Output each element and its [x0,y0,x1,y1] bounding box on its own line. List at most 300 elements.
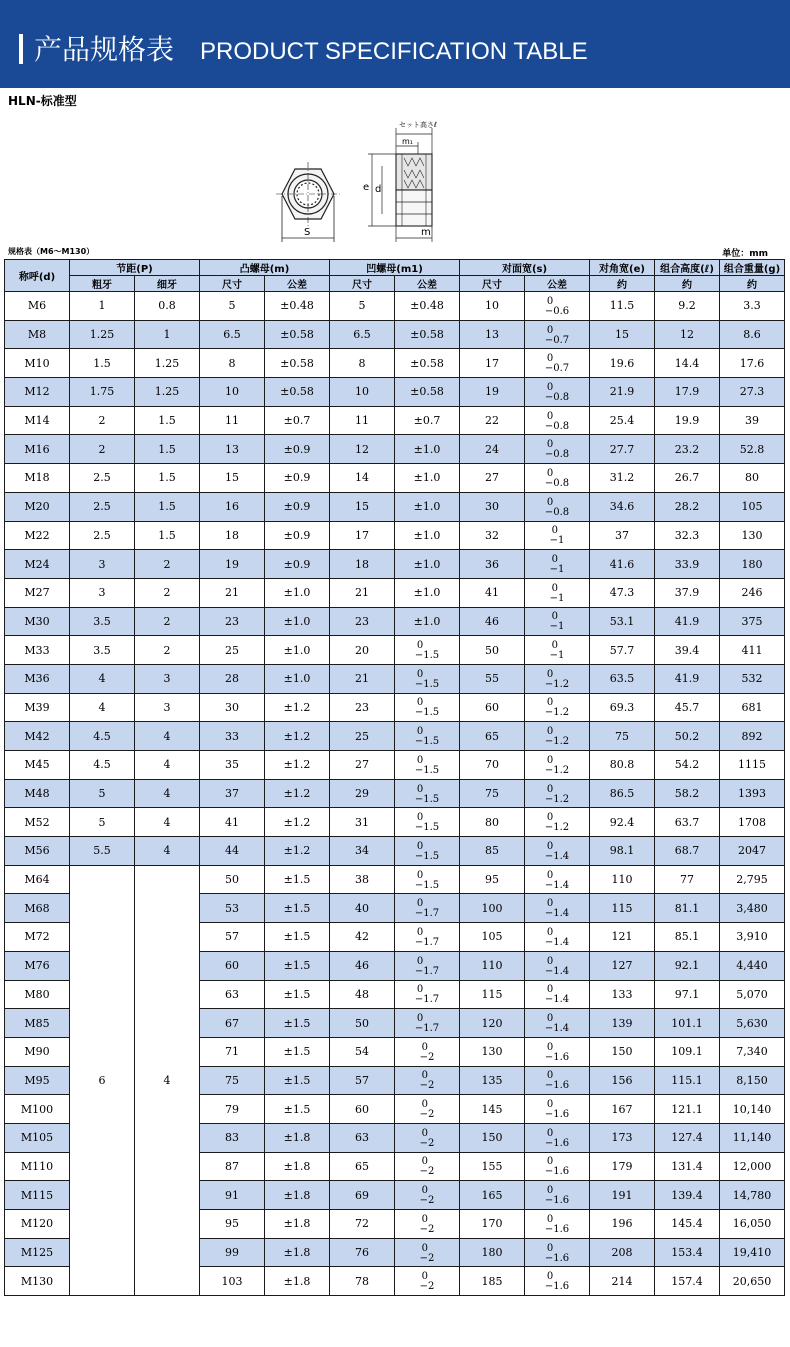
cell-fine-pitch: 1.25 [135,378,200,407]
cell-diag: 115 [590,894,655,923]
cell-female-tol: 0 −1.5 [395,837,460,866]
cell-male-tol: ±1.0 [265,607,330,636]
cell-coarse-pitch: 1 [70,292,135,321]
cell-male-size: 25 [200,636,265,665]
cell-weight: 11,140 [720,1123,785,1152]
cell-name: M76 [5,951,70,980]
cell-weight: 8,150 [720,1066,785,1095]
cell-female-tol: 0 −2 [395,1210,460,1239]
cell-width-tol: 0 −1 [525,607,590,636]
cell-width-size: 27 [460,464,525,493]
table-row [5,693,785,722]
cell-height: 131.4 [655,1152,720,1181]
cell-female-size: 25 [330,722,395,751]
cell-width-tol: 0 −1.2 [525,664,590,693]
cell-weight: 246 [720,578,785,607]
cell-weight: 10,140 [720,1095,785,1124]
cell-name: M85 [5,1009,70,1038]
cell-weight: 3,910 [720,923,785,952]
cell-width-size: 95 [460,865,525,894]
col-coarse: 粗牙 [70,276,135,292]
cell-name: M95 [5,1066,70,1095]
cell-height: 26.7 [655,464,720,493]
cell-female-size: 21 [330,664,395,693]
cell-width-tol: 0 −0.8 [525,435,590,464]
cell-female-size: 17 [330,521,395,550]
cell-width-size: 65 [460,722,525,751]
cell-male-tol: ±0.9 [265,435,330,464]
cell-female-tol: 0 −1.5 [395,636,460,665]
cell-height: 37.9 [655,578,720,607]
col-width-tol: 公差 [525,276,590,292]
cell-female-size: 5 [330,292,395,321]
cell-width-size: 10 [460,292,525,321]
cell-name: M115 [5,1181,70,1210]
cell-height: 157.4 [655,1267,720,1296]
cell-width-tol: 0 −1.6 [525,1181,590,1210]
cell-male-tol: ±1.0 [265,636,330,665]
cell-diag: 80.8 [590,751,655,780]
cell-male-tol: ±0.9 [265,464,330,493]
cell-width-size: 105 [460,923,525,952]
cell-height: 28.2 [655,492,720,521]
cell-width-size: 170 [460,1210,525,1239]
cell-coarse-pitch: 3.5 [70,607,135,636]
cell-height: 63.7 [655,808,720,837]
cell-coarse-pitch: 3 [70,578,135,607]
cell-width-size: 130 [460,1037,525,1066]
cell-male-tol: ±1.0 [265,578,330,607]
cell-coarse-pitch: 1.25 [70,320,135,349]
cell-width-size: 75 [460,779,525,808]
cell-female-tol: ±0.58 [395,378,460,407]
cell-name: M52 [5,808,70,837]
cell-male-tol: ±0.9 [265,550,330,579]
cell-fine-pitch: 4 [135,779,200,808]
cell-weight: 16,050 [720,1210,785,1239]
cell-female-tol: ±1.0 [395,435,460,464]
cell-female-tol: ±0.58 [395,349,460,378]
cell-coarse-pitch: 2.5 [70,521,135,550]
cell-male-size: 41 [200,808,265,837]
cell-width-size: 155 [460,1152,525,1181]
table-row [5,349,785,378]
cell-width-size: 60 [460,693,525,722]
cell-width-tol: 0 −1.6 [525,1037,590,1066]
cell-name: M36 [5,664,70,693]
cell-width-tol: 0 −1.4 [525,865,590,894]
cell-female-size: 63 [330,1123,395,1152]
cell-female-size: 10 [330,378,395,407]
cell-female-tol: 0 −1.7 [395,951,460,980]
cell-height: 32.3 [655,521,720,550]
cell-female-size: 72 [330,1210,395,1239]
cell-height: 58.2 [655,779,720,808]
col-weight-approx: 约 [720,276,785,292]
cell-height: 50.2 [655,722,720,751]
cell-name: M68 [5,894,70,923]
cell-male-size: 5 [200,292,265,321]
cell-diag: 41.6 [590,550,655,579]
cell-width-size: 30 [460,492,525,521]
cell-male-size: 15 [200,464,265,493]
cell-diag: 53.1 [590,607,655,636]
cell-width-tol: 0 −1.4 [525,980,590,1009]
cell-female-tol: 0 −1.7 [395,980,460,1009]
cell-height: 39.4 [655,636,720,665]
cell-female-size: 54 [330,1037,395,1066]
cell-male-size: 44 [200,837,265,866]
cell-male-tol: ±1.8 [265,1152,330,1181]
cell-male-size: 50 [200,865,265,894]
table-row [5,837,785,866]
cell-name: M105 [5,1123,70,1152]
page-title-en: PRODUCT SPECIFICATION TABLE [200,38,588,65]
cell-female-tol: ±0.7 [395,406,460,435]
cell-female-size: 46 [330,951,395,980]
cell-height: 115.1 [655,1066,720,1095]
e-label: e [363,182,370,193]
cell-name: M6 [5,292,70,321]
cell-name: M110 [5,1152,70,1181]
header-row-2 [5,276,785,292]
table-row [5,578,785,607]
cell-coarse-pitch: 2 [70,406,135,435]
nut-technical-drawing [272,114,492,246]
col-fine: 细牙 [135,276,200,292]
cell-diag: 173 [590,1123,655,1152]
cell-male-size: 16 [200,492,265,521]
col-female-tol: 公差 [395,276,460,292]
cell-male-size: 83 [200,1123,265,1152]
cell-male-tol: ±0.58 [265,378,330,407]
cell-width-tol: 0 −1.6 [525,1095,590,1124]
table-row [5,751,785,780]
cell-width-tol: 0 −1.6 [525,1238,590,1267]
cell-weight: 892 [720,722,785,751]
cell-male-size: 35 [200,751,265,780]
cell-male-tol: ±1.2 [265,779,330,808]
cell-male-tol: ±1.5 [265,865,330,894]
cell-female-tol: 0 −2 [395,1152,460,1181]
col-width-size: 尺寸 [460,276,525,292]
cell-female-size: 6.5 [330,320,395,349]
cell-diag: 150 [590,1037,655,1066]
cell-male-size: 67 [200,1009,265,1038]
cell-width-tol: 0 −1 [525,521,590,550]
cell-diag: 214 [590,1267,655,1296]
cell-name: M48 [5,779,70,808]
cell-coarse-pitch: 2.5 [70,464,135,493]
col-male-size: 尺寸 [200,276,265,292]
cell-male-size: 99 [200,1238,265,1267]
cell-weight: 14,780 [720,1181,785,1210]
cell-male-size: 28 [200,664,265,693]
cell-name: M24 [5,550,70,579]
cell-height: 9.2 [655,292,720,321]
cell-weight: 411 [720,636,785,665]
cell-female-tol: ±1.0 [395,607,460,636]
cell-name: M90 [5,1037,70,1066]
cell-male-size: 75 [200,1066,265,1095]
cell-fine-pitch: 3 [135,664,200,693]
cell-male-size: 23 [200,607,265,636]
cell-diag: 121 [590,923,655,952]
col-assembly-height: 组合高度(ℓ) [655,260,720,276]
cell-name: M42 [5,722,70,751]
cell-female-size: 50 [330,1009,395,1038]
cell-male-size: 91 [200,1181,265,1210]
cell-width-tol: 0 −0.7 [525,349,590,378]
cell-male-size: 87 [200,1152,265,1181]
cell-weight: 39 [720,406,785,435]
cell-female-size: 11 [330,406,395,435]
cell-coarse-pitch: 4.5 [70,751,135,780]
cell-name: M10 [5,349,70,378]
cell-fine-pitch: 2 [135,636,200,665]
table-row [5,722,785,751]
cell-weight: 105 [720,492,785,521]
cell-height: 12 [655,320,720,349]
cell-weight: 17.6 [720,349,785,378]
cell-coarse-pitch: 2 [70,435,135,464]
cell-fine-pitch: 1.25 [135,349,200,378]
cell-width-tol: 0 −0.8 [525,406,590,435]
cell-female-tol: 0 −2 [395,1037,460,1066]
cell-male-size: 13 [200,435,265,464]
cell-diag: 15 [590,320,655,349]
cell-diag: 98.1 [590,837,655,866]
cell-coarse-pitch: 4 [70,664,135,693]
cell-width-tol: 0 −1.4 [525,1009,590,1038]
cell-fine-pitch: 4 [135,751,200,780]
cell-female-tol: ±0.58 [395,320,460,349]
set-height-label: セット高さℓ [399,121,437,129]
cell-diag: 167 [590,1095,655,1124]
cell-width-size: 120 [460,1009,525,1038]
cell-weight: 7,340 [720,1037,785,1066]
cell-width-size: 185 [460,1267,525,1296]
cell-male-size: 60 [200,951,265,980]
cell-diag: 110 [590,865,655,894]
cell-diag: 139 [590,1009,655,1038]
cell-male-size: 21 [200,578,265,607]
cell-name: M12 [5,378,70,407]
cell-width-tol: 0 −1.4 [525,894,590,923]
cell-height: 23.2 [655,435,720,464]
cell-female-tol: 0 −2 [395,1238,460,1267]
cell-width-tol: 0 −0.8 [525,378,590,407]
cell-diag: 92.4 [590,808,655,837]
table-row [5,521,785,550]
table-row [5,808,785,837]
cell-weight: 3.3 [720,292,785,321]
cell-male-tol: ±1.5 [265,894,330,923]
cell-name: M80 [5,980,70,1009]
cell-name: M16 [5,435,70,464]
table-row [5,492,785,521]
cell-diag: 191 [590,1181,655,1210]
cell-height: 109.1 [655,1037,720,1066]
cell-width-tol: 0 −1.2 [525,693,590,722]
cell-male-size: 57 [200,923,265,952]
cell-height: 139.4 [655,1181,720,1210]
cell-width-size: 100 [460,894,525,923]
cell-male-size: 79 [200,1095,265,1124]
cell-fine-pitch: 1.5 [135,464,200,493]
cell-diag: 75 [590,722,655,751]
table-caption: 规格表（M6～M130） [8,247,95,256]
cell-male-size: 10 [200,378,265,407]
table-row [5,292,785,321]
col-male-nut: 凸螺母(m) [200,260,330,276]
col-diag-approx: 约 [590,276,655,292]
cell-weight: 130 [720,521,785,550]
page-title-cn: 产品规格表 [34,33,175,66]
d-label: d [375,184,382,195]
cell-female-tol: 0 −1.7 [395,894,460,923]
cell-female-size: 42 [330,923,395,952]
cell-name: M130 [5,1267,70,1296]
cell-height: 101.1 [655,1009,720,1038]
cell-female-tol: 0 −1.5 [395,779,460,808]
cell-female-tol: 0 −2 [395,1181,460,1210]
cell-width-size: 32 [460,521,525,550]
cell-male-tol: ±1.5 [265,1037,330,1066]
table-row [5,550,785,579]
cell-male-size: 19 [200,550,265,579]
cell-female-tol: 0 −2 [395,1095,460,1124]
cell-male-size: 63 [200,980,265,1009]
cell-name: M8 [5,320,70,349]
cell-diag: 31.2 [590,464,655,493]
cell-female-tol: 0 −1.5 [395,693,460,722]
cell-diag: 86.5 [590,779,655,808]
header-accent-bar [19,34,23,64]
table-row [5,636,785,665]
cell-male-size: 8 [200,349,265,378]
cell-name: M120 [5,1210,70,1239]
cell-width-tol: 0 −1.2 [525,808,590,837]
table-row [5,378,785,407]
col-pitch: 节距(P) [70,260,200,276]
cell-width-tol: 0 −1 [525,636,590,665]
header-row-1 [5,260,785,276]
cell-weight: 4,440 [720,951,785,980]
col-female-nut: 凹螺母(m1) [330,260,460,276]
cell-coarse-pitch: 3.5 [70,636,135,665]
cell-name: M56 [5,837,70,866]
cell-height: 68.7 [655,837,720,866]
cell-name: M20 [5,492,70,521]
cell-name: M100 [5,1095,70,1124]
hex-front-view [276,162,340,226]
cell-width-tol: 0 −1.6 [525,1152,590,1181]
cell-male-tol: ±1.2 [265,722,330,751]
m1-label: m₁ [402,137,413,146]
cell-weight: 180 [720,550,785,579]
col-female-size: 尺寸 [330,276,395,292]
cell-coarse-pitch: 4.5 [70,722,135,751]
cell-width-tol: 0 −1.4 [525,951,590,980]
cell-female-size: 34 [330,837,395,866]
cell-male-size: 11 [200,406,265,435]
table-row [5,664,785,693]
cell-female-tol: ±1.0 [395,550,460,579]
cell-female-tol: ±1.0 [395,578,460,607]
cell-weight: 5,630 [720,1009,785,1038]
cell-height: 85.1 [655,923,720,952]
cell-female-size: 76 [330,1238,395,1267]
cell-female-tol: 0 −1.5 [395,722,460,751]
table-row [5,435,785,464]
cell-width-size: 115 [460,980,525,1009]
cell-female-tol: ±0.48 [395,292,460,321]
cell-female-size: 38 [330,865,395,894]
page-header [0,0,790,88]
cell-width-size: 70 [460,751,525,780]
cell-female-size: 48 [330,980,395,1009]
cell-weight: 3,480 [720,894,785,923]
cell-width-size: 145 [460,1095,525,1124]
cell-name: M72 [5,923,70,952]
cell-name: M45 [5,751,70,780]
cell-male-tol: ±1.8 [265,1238,330,1267]
cell-female-size: 29 [330,779,395,808]
cell-height: 77 [655,865,720,894]
cell-female-size: 12 [330,435,395,464]
cell-weight: 5,070 [720,980,785,1009]
cell-coarse-pitch: 1.75 [70,378,135,407]
cell-coarse-pitch: 3 [70,550,135,579]
cell-weight: 1393 [720,779,785,808]
cell-female-tol: 0 −2 [395,1267,460,1296]
cell-width-tol: 0 −0.6 [525,292,590,321]
col-assembly-weight: 组合重量(g) [720,260,785,276]
cell-male-tol: ±1.5 [265,1066,330,1095]
cell-diag: 179 [590,1152,655,1181]
cell-width-size: 17 [460,349,525,378]
cell-width-size: 19 [460,378,525,407]
cell-male-tol: ±1.8 [265,1267,330,1296]
cell-male-tol: ±1.8 [265,1181,330,1210]
cell-coarse-pitch-merged: 6 [70,865,135,1295]
unit-label: 单位：mm [722,249,768,259]
cell-name: M64 [5,865,70,894]
cell-female-size: 78 [330,1267,395,1296]
cell-width-size: 36 [460,550,525,579]
cell-width-tol: 0 −0.8 [525,464,590,493]
cell-weight: 27.3 [720,378,785,407]
cell-height: 121.1 [655,1095,720,1124]
cell-weight: 2,795 [720,865,785,894]
cell-female-tol: ±1.0 [395,464,460,493]
cell-fine-pitch: 4 [135,808,200,837]
cell-male-tol: ±1.5 [265,1095,330,1124]
cell-fine-pitch: 1.5 [135,492,200,521]
cell-width-tol: 0 −0.8 [525,492,590,521]
cell-fine-pitch: 2 [135,578,200,607]
cell-height: 127.4 [655,1123,720,1152]
cell-name: M33 [5,636,70,665]
cell-width-tol: 0 −1 [525,550,590,579]
cell-male-tol: ±0.9 [265,492,330,521]
cell-width-size: 150 [460,1123,525,1152]
cell-female-tol: 0 −1.7 [395,1009,460,1038]
cell-width-size: 110 [460,951,525,980]
cell-female-tol: ±1.0 [395,492,460,521]
col-width-across-corners: 对角宽(e) [590,260,655,276]
